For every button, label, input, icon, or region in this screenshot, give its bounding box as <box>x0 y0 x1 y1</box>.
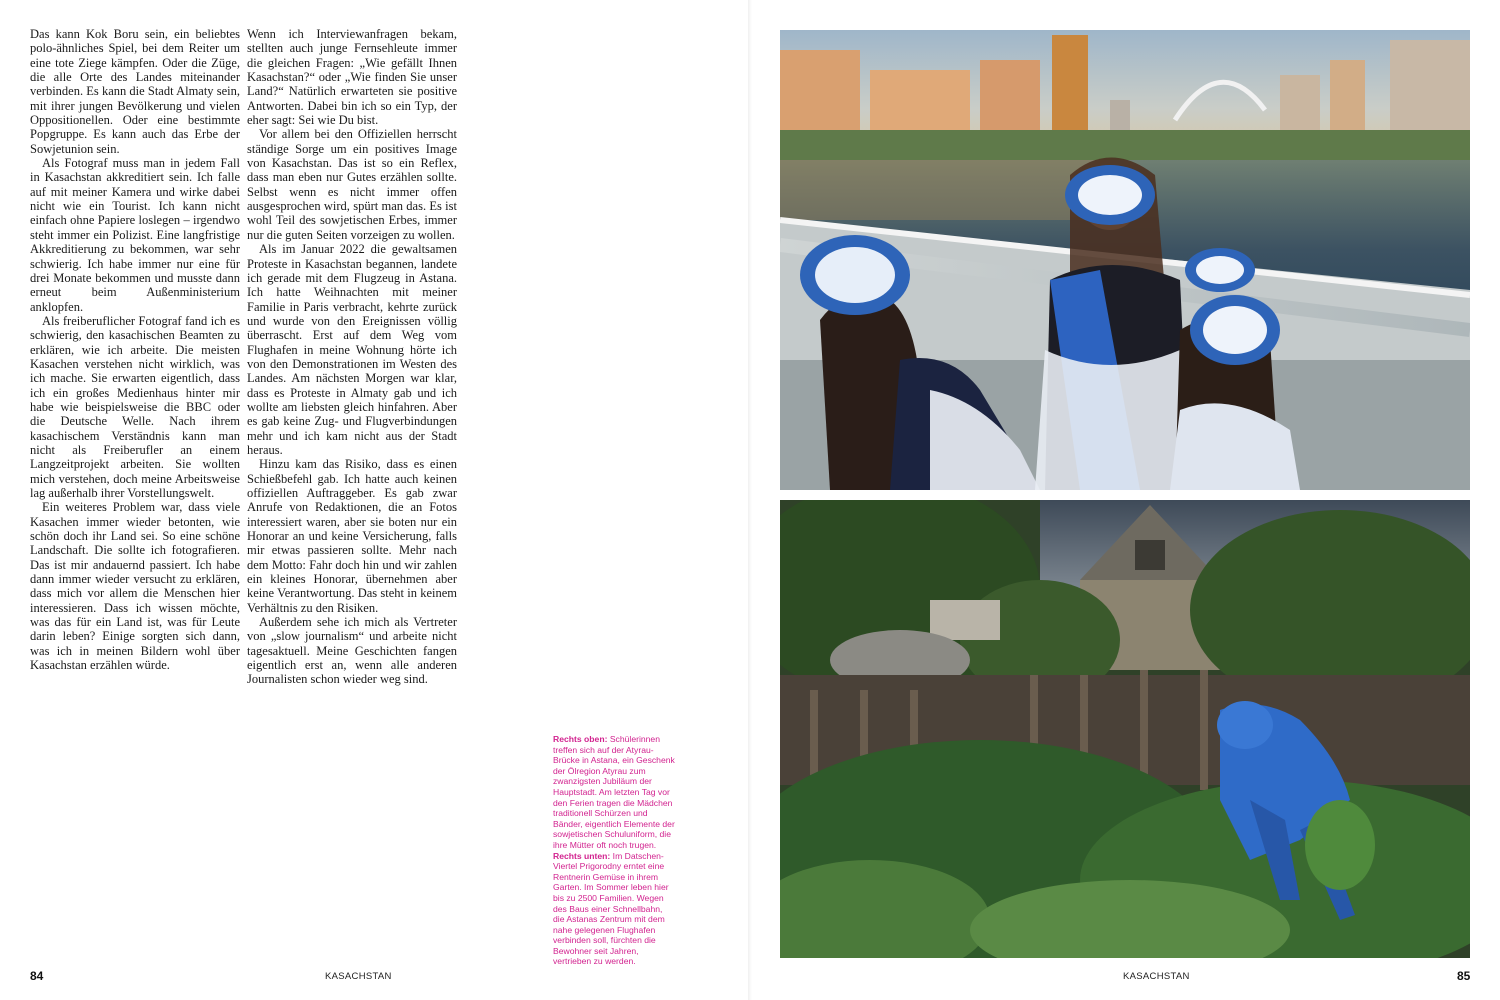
photo-caption <box>553 734 675 967</box>
paragraph: Das kann Kok Boru sein, ein beliebtes polo-ähnliches Spiel, bei dem Reiter um eine tote Ziege kämpfen. Oder die Züge, die alle Orte des Landes miteinander verbinden. Es kann die Stadt Almaty sein, mit ihrer jungen Bevölkerung und vielen Oppositionellen. Oder eine bestimmte Popgruppe. Es kann auch das Erbe der Sowjetunion sein. <box>30 27 240 156</box>
caption-bottom-text: Im Datschen-Viertel Prigorodny erntet eine Rentnerin Gemüse in ihrem Garten. Im Sommer leben hier bis zu 2500 Familien. Wegen des Baus einer Schnellbahn, die Astanas Zentrum mit dem nahe gelegenen Flughafen verbinden soll, fürchten die Bewohner seit Jahren, vertrieben zu werden. <box>553 850 669 967</box>
paragraph: Ein weiteres Problem war, dass viele Kasachen immer wieder betonten, wie schön doch ihr Land sei. So eine schöne Landschaft. Die sollte ich fotografieren. Das ist mir andauernd passiert. Ich habe dann immer wieder versucht zu erklären, dass mich vor allem die Menschen hier interessieren. Dass ich wissen möchte, was das für ein Land ist, was für Leute darin leben? Einige sorgten sich dann, was ich in meinen Bildern wohl über Kasachstan erzählen würde. <box>30 500 240 673</box>
photo-garden-dacha <box>780 500 1470 958</box>
photo-schoolgirls-bridge <box>780 30 1470 490</box>
paragraph: Als Fotograf muss man in jedem Fall in Kasachstan akkreditiert sein. Ich falle auf mit meiner Kamera und wirke dabei nicht wie ein Tourist. Ich kann nicht einfach ohne Papiere loslegen – irgendwo steht immer ein Polizist. Eine langfristige Akkreditierung zu bekommen, war sehr schwierig. Ich habe immer nur eine für drei Monate bekommen und musste dann erneut beim Außenministerium anklopfen. <box>30 156 240 314</box>
running-head-right: KASACHSTAN <box>1123 971 1190 982</box>
page-number-right: 85 <box>1457 969 1471 983</box>
paragraph: Vor allem bei den Offiziellen herrscht ständige Sorge um ein positives Image von Kasachstan. Das ist so ein Reflex, dass man eben nur Gutes erzählen sollte. Selbst wenn es nicht immer offen ausgesprochen wird, spürt man das. Es ist wohl Teil des sowjetischen Erbes, immer nur die guten Seiten vorzeigen zu wollen. <box>247 127 457 242</box>
caption-top-text: Schülerinnen treffen sich auf der Atyrau-Brücke in Astana, ein Geschenk der Ölregion Atyrau zum zwanzigsten Jubiläum der Hauptstadt. Am letzten Tag vor den Ferien tragen die Mädchen traditionell Schürzen und Bänder, eigentlich Elemente der sowjetischen Schuluniform, die ihre Mütter oft noch trugen. <box>553 734 675 850</box>
caption-bottom-label: Rechts unten: <box>553 850 611 861</box>
text-column-2 <box>247 27 457 687</box>
page-number-left: 84 <box>30 969 44 983</box>
caption-top-label: Rechts oben: <box>553 734 608 744</box>
paragraph: Hinzu kam das Risiko, dass es einen Schießbefehl gab. Ich hatte auch keinen offiziellen Auftraggeber. Es gab zwar Anrufe von Redaktionen, die an Fotos interessiert waren, aber sie boten nur ein Honorar an und keine Versicherung, falls mir etwas passieren sollte. Mehr nach dem Motto: Fahr doch hin und wir zahlen ein kleines Honorar, übernehmen aber keine Verantwortung. Das steht in keinem Verhältnis zu den Risiken. <box>247 457 457 615</box>
page-gutter <box>748 0 752 1000</box>
paragraph: Als im Januar 2022 die gewaltsamen Proteste in Kasachstan begannen, landete ich gerade mit dem Flugzeug in Astana. Ich hatte Weihnachten mit meiner Familie in Paris verbracht, kehrte zurück und wurde von den Ereignissen völlig überrascht. Erst auf dem Weg vom Flughafen in meine Wohnung hörte ich von den Demonstrationen im Westen des Landes. Am nächsten Morgen war klar, dass es Proteste in Almaty gab und ich wollte am liebsten gleich hinfahren. Aber es gab keine Zug- und Flugverbindungen mehr und ich kam nicht aus der Stadt heraus. <box>247 242 457 457</box>
caption-bottom <box>553 851 675 968</box>
caption-top <box>553 734 675 851</box>
paragraph: Wenn ich Interviewanfragen bekam, stellten auch junge Fernsehleute immer die gleichen Fragen: „Wie gefällt Ihnen Kasachstan?“ oder „Wie finden Sie unser Land?“ Natürlich erwarteten sie positive Antworten. Dabei bin ich so ein Typ, der eher sagt: Sei wie Du bist. <box>247 27 457 128</box>
paragraph: Außerdem sehe ich mich als Vertreter von „slow journalism“ und arbeite nicht tagesaktuell. Meine Geschichten fangen eigentlich erst an, wenn alle anderen Journalisten schon wieder weg sind. <box>247 615 457 687</box>
running-head-left: KASACHSTAN <box>325 971 392 982</box>
text-column-1 <box>30 27 240 672</box>
paragraph: Als freiberuflicher Fotograf fand ich es schwierig, den kasachischen Beamten zu erklären, wie ich arbeite. Die meisten Kasachen verstehen nicht wirklich, was ich mache. Sie erwarten eigentlich, dass ich ein großes Medienhaus hinter mir habe wie beispielsweise die BBC oder die Deutsche Welle. Nach ihrem kasachischem Verständnis kann man nicht als Freiberufler an einem Langzeitprojekt arbeiten. Sie wollten mich verstehen, doch meine Arbeitsweise lag außerhalb ihrer Vorstellungswelt. <box>30 313 240 500</box>
